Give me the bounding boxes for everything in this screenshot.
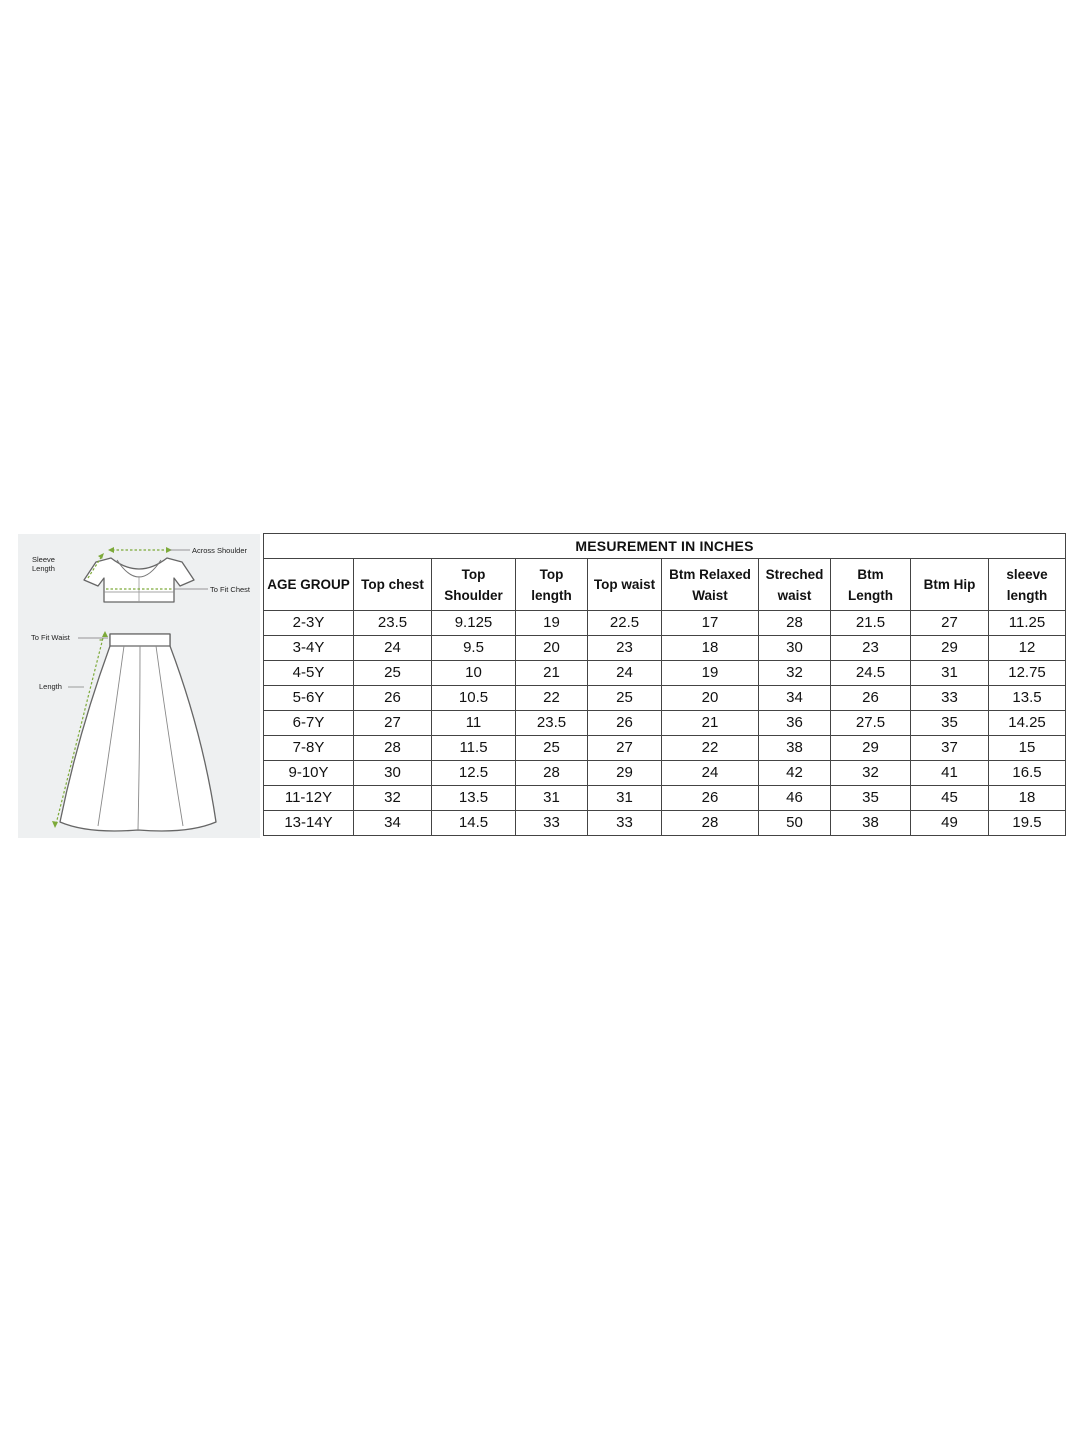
measurement-cell: 23.5 [516,711,588,736]
column-header [759,559,831,611]
measurement-cell: 30 [759,636,831,661]
table-row [264,686,1066,711]
column-header [989,559,1066,611]
label-to-fit-chest: To Fit Chest [210,585,251,594]
table-row [264,636,1066,661]
age-group-cell: 11-12Y [264,786,354,811]
measurement-cell: 24 [354,636,432,661]
column-header-text: length [531,587,572,603]
age-group-cell: 3-4Y [264,636,354,661]
measurement-cell: 22.5 [588,611,662,636]
measurement-cell: 23 [588,636,662,661]
age-group-cell: 2-3Y [264,611,354,636]
measurement-cell: 19 [516,611,588,636]
measurement-cell: 24 [662,761,759,786]
measurement-cell: 26 [588,711,662,736]
age-group-cell: 9-10Y [264,761,354,786]
column-header-text: Btm Relaxed [669,566,751,582]
size-chart [263,533,1065,836]
measurement-cell: 24.5 [831,661,911,686]
age-group-cell: 4-5Y [264,661,354,686]
column-header-text: Top [461,566,486,582]
measurement-cell: 21.5 [831,611,911,636]
measurement-cell: 21 [516,661,588,686]
age-group-cell: 7-8Y [264,736,354,761]
measurement-cell: 11.25 [989,611,1066,636]
measurement-cell: 13.5 [989,686,1066,711]
measurement-cell: 24 [588,661,662,686]
column-header-text: Shoulder [444,587,503,603]
measurement-cell: 9.5 [432,636,516,661]
column-header-text: sleeve [1006,566,1048,582]
measurement-cell: 46 [759,786,831,811]
column-header [264,559,354,611]
measurement-cell: 26 [831,686,911,711]
measurement-cell: 17 [662,611,759,636]
measurement-cell: 21 [662,711,759,736]
measurement-cell: 42 [759,761,831,786]
measurement-cell: 37 [911,736,989,761]
garment-diagram [18,534,260,838]
column-header-text: Top chest [361,577,424,592]
table-row [264,611,1066,636]
measurement-cell: 29 [831,736,911,761]
column-header [831,559,911,611]
size-chart-table [263,533,1066,836]
skirt-outline [60,634,216,831]
column-header-text: Top [539,566,564,582]
measurement-cell: 27.5 [831,711,911,736]
measurement-cell: 28 [354,736,432,761]
measurement-cell: 38 [759,736,831,761]
column-header-text: Length [848,587,893,603]
measurement-cell: 25 [354,661,432,686]
measurement-cell: 14.5 [432,811,516,836]
measurement-cell: 23 [831,636,911,661]
measurement-cell: 11 [432,711,516,736]
measurement-cell: 33 [911,686,989,711]
measurement-cell: 22 [516,686,588,711]
measurement-cell: 34 [354,811,432,836]
table-row [264,761,1066,786]
measurement-cell: 50 [759,811,831,836]
column-header [516,559,588,611]
column-header-text: Streched [765,566,824,582]
measurement-cell: 26 [662,786,759,811]
column-header [354,559,432,611]
measurement-cell: 10 [432,661,516,686]
measurement-cell: 12.5 [432,761,516,786]
measurement-cell: 18 [662,636,759,661]
measurement-cell: 15 [989,736,1066,761]
measurement-cell: 12.75 [989,661,1066,686]
table-row [264,786,1066,811]
measurement-cell: 32 [759,661,831,686]
measurement-cell: 30 [354,761,432,786]
measurement-cell: 31 [516,786,588,811]
measurement-cell: 27 [354,711,432,736]
measurement-cell: 33 [588,811,662,836]
measurement-cell: 9.125 [432,611,516,636]
measurement-cell: 36 [759,711,831,736]
table-row [264,811,1066,836]
column-header-text: Top waist [593,577,656,592]
column-header [911,559,989,611]
label-length: Length [39,682,62,691]
label-sleeve-line2: Length [32,564,55,573]
measurement-cell: 29 [911,636,989,661]
garment-illustration [18,534,260,838]
column-header-text: Btm Hip [923,577,976,592]
measurement-cell: 20 [516,636,588,661]
column-header [588,559,662,611]
measurement-cell: 28 [662,811,759,836]
measurement-cell: 14.25 [989,711,1066,736]
measurement-cell: 28 [516,761,588,786]
table-row [264,661,1066,686]
measurement-cell: 32 [831,761,911,786]
measurement-cell: 38 [831,811,911,836]
measurement-cell: 35 [911,711,989,736]
measurement-cell: 25 [588,686,662,711]
measurement-cell: 45 [911,786,989,811]
measurement-cell: 31 [588,786,662,811]
measurement-cell: 41 [911,761,989,786]
measurement-cell: 19.5 [989,811,1066,836]
measurement-cell: 31 [911,661,989,686]
measurement-cell: 49 [911,811,989,836]
table-body [264,611,1066,836]
age-group-cell: 6-7Y [264,711,354,736]
measurement-cell: 25 [516,736,588,761]
column-header [432,559,516,611]
measurement-cell: 18 [989,786,1066,811]
measurement-cell: 12 [989,636,1066,661]
label-sleeve-line1: Sleeve [32,555,55,564]
age-group-cell: 13-14Y [264,811,354,836]
measurement-cell: 13.5 [432,786,516,811]
label-to-fit-waist: To Fit Waist [31,633,70,642]
table-row [264,711,1066,736]
column-header [662,559,759,611]
measurement-cell: 29 [588,761,662,786]
measurement-cell: 23.5 [354,611,432,636]
measurement-cell: 27 [588,736,662,761]
measurement-cell: 10.5 [432,686,516,711]
measurement-cell: 32 [354,786,432,811]
measurement-cell: 26 [354,686,432,711]
measurement-cell: 11.5 [432,736,516,761]
measurement-cell: 28 [759,611,831,636]
label-across-shoulder: Across Shoulder [192,546,248,555]
column-header-text: Waist [692,587,728,603]
measurement-cell: 35 [831,786,911,811]
column-header-text: length [1006,587,1048,603]
measurement-cell: 27 [911,611,989,636]
measurement-cell: 16.5 [989,761,1066,786]
measurement-cell: 20 [662,686,759,711]
header-row [264,559,1066,611]
measurement-cell: 34 [759,686,831,711]
column-header-text: Btm [857,566,884,582]
table-row [264,736,1066,761]
column-header-text: waist [777,587,812,603]
measurement-cell: 19 [662,661,759,686]
column-header-text: AGE GROUP [267,577,350,592]
table-title: MESUREMENT IN INCHES [264,534,1066,559]
measurement-cell: 22 [662,736,759,761]
age-group-cell: 5-6Y [264,686,354,711]
measurement-cell: 33 [516,811,588,836]
